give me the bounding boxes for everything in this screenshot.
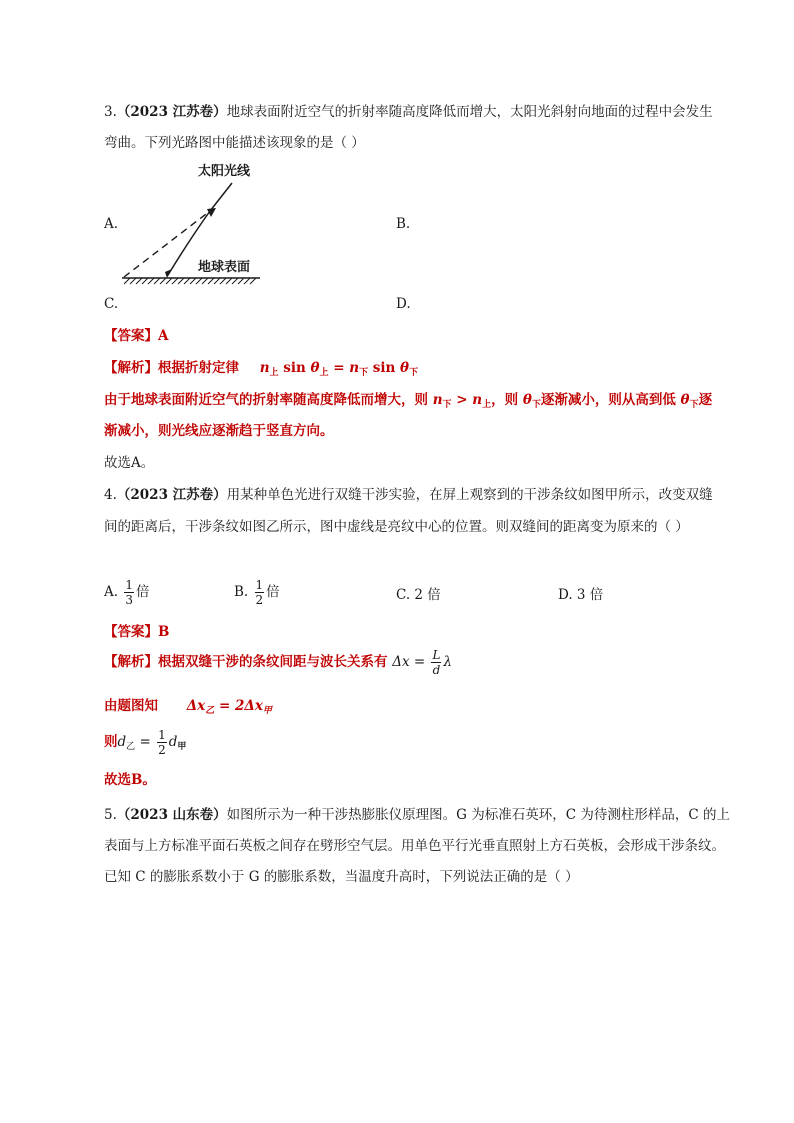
q5-stem-line1: 5.（2023 山东卷）如图所示为一种干涉热膨胀仪原理图。G 为标准石英环，C 为待测柱形样品，C 的上 <box>104 807 730 823</box>
sun-ray <box>210 183 232 211</box>
q4-answer-value: B <box>158 624 170 640</box>
fraction: $\frac{1}{3}$ <box>125 578 133 607</box>
q3-analysis: 【解析】根据折射定律 $n_上$ $\sin \theta_上 = n_下$ $\sin \theta_下$ <box>104 360 419 378</box>
sun-ray-label: 太阳光线 <box>198 164 251 179</box>
q4-option-b: B. $\frac{1}{2}$ 倍 <box>234 578 280 607</box>
q4-option-c: C. 2 倍 <box>396 587 441 603</box>
q5-stem-line3: 已知 C 的膨胀系数小于 G 的膨胀系数，当温度升高时，下列说法正确的是（ ） <box>104 869 579 885</box>
q3-answer: 【答案】A <box>104 328 169 344</box>
q4-fringe-formula: Δx = $\frac{L}{d}$ λ <box>392 648 452 677</box>
q4-known-formula: $\Delta x_乙 = 2\Delta x_甲$ <box>186 698 272 716</box>
q4-answer: 【答案】B <box>104 624 170 640</box>
q4-stem-line1: 4.（2023 江苏卷）用某种单色光进行双缝干涉实验，在屏上观察到的干涉条纹如图甲所示，改变双缝 <box>104 487 713 503</box>
q3-option-a: A. <box>104 216 119 232</box>
q3-explain-line1: 由于地球表面附近空气的折射率随高度降低而增大，则 $n_下 > n_上$，则 $\theta_下$逐渐减小，则从高到低 $\theta_下$逐 <box>104 392 713 410</box>
q4-option-a: A. $\frac{1}{3}$ 倍 <box>104 578 150 607</box>
q3-number: 3. <box>104 104 117 120</box>
q3-source: （2023 江苏卷） <box>116 104 227 120</box>
q3-option-b: B. <box>396 216 411 232</box>
q5-stem-line2: 表面与上方标准平面石英板之间存在劈形空气层。用单色平行光垂直照射上方石英板，会形成干涉条纹。 <box>104 838 725 854</box>
ground-label: 地球表面 <box>198 260 251 275</box>
q4-analysis: 【解析】根据双缝干涉的条纹间距与波长关系有 Δx = $\frac{L}{d}$ λ <box>104 648 452 677</box>
q3-refraction-formula: $n_上$ $\sin \theta_上 = n_下$ $\sin \theta_下$ <box>259 360 419 378</box>
q5-number: 5. <box>104 807 117 823</box>
q4-stem-line2: 间的距离后，干涉条纹如图乙所示，图中虚线是亮纹中心的位置。则双缝间的距离变为原来的（ ） <box>104 519 689 535</box>
q3-stem-line1: 3.（2023 江苏卷）地球表面附近空气的折射率随高度降低而增大，太阳光斜射向地面的过程中会发生 <box>104 104 713 120</box>
ground-hatch <box>124 278 256 284</box>
q4-then: 则$d_乙$ = $\frac{1}{2}$ $d_甲$ <box>104 728 187 757</box>
q4-conclusion: 故选B。 <box>104 772 156 788</box>
q3-option-d: D. <box>396 296 411 312</box>
arrowhead-icon <box>165 269 172 278</box>
q4-number: 4. <box>104 487 117 503</box>
q5-source: （2023 山东卷） <box>116 807 227 823</box>
q3-stem-line2: 弯曲。下列光路图中能描述该现象的是（ ） <box>104 135 365 151</box>
q4-known: 由题图知 $\Delta x_乙 = 2\Delta x_甲$ <box>104 698 272 716</box>
fraction: $\frac{1}{2}$ <box>255 578 264 607</box>
q3-explain-line2: 渐减小，则光线应逐渐趋于竖直方向。 <box>104 423 334 439</box>
q4-result-formula: $d_乙$ = $\frac{1}{2}$ $d_甲$ <box>117 728 187 757</box>
q3-answer-value: A <box>158 328 169 344</box>
q4-source: （2023 江苏卷） <box>116 487 227 503</box>
q3-conclusion: 故选A。 <box>104 455 155 471</box>
q4-option-d: D. 3 倍 <box>558 587 604 603</box>
q3-option-a-figure <box>112 155 272 290</box>
q3-option-c: C. <box>104 296 119 312</box>
